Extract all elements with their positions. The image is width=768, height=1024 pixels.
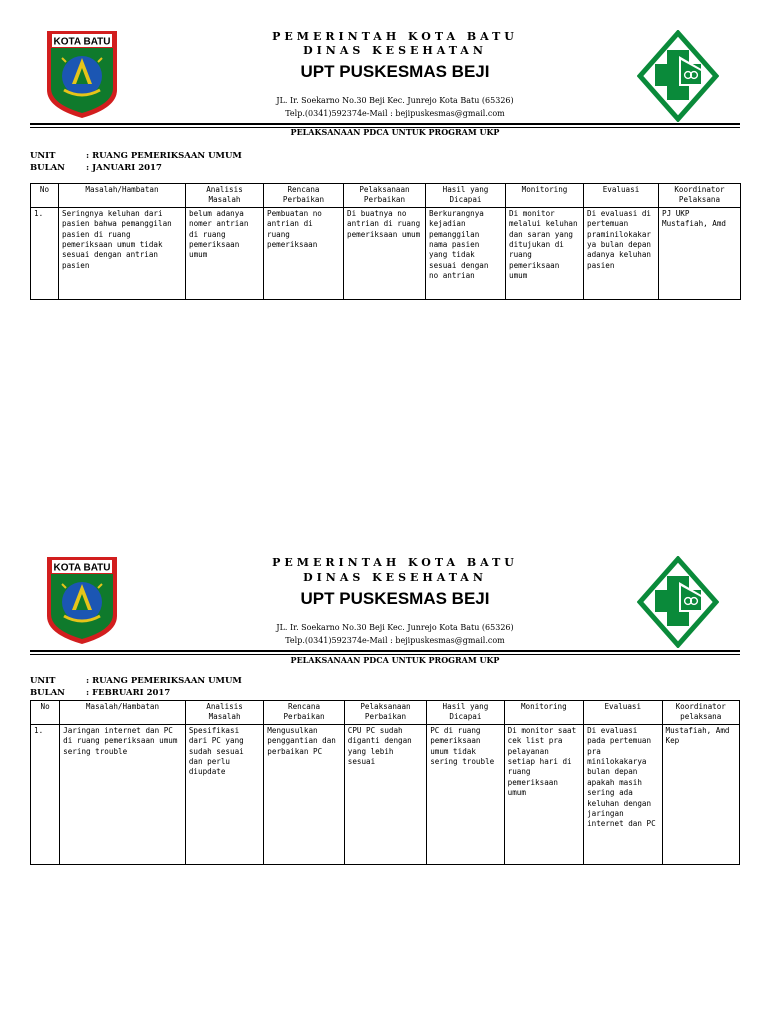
gov-line-2: DINAS KESEHATAN [303,44,487,57]
cell-monitoring: Di monitor melalui keluhan dan saran yang ditujukan di ruang pemeriksaan umum [506,207,584,299]
col-no: No [31,184,59,208]
cell-rencana: Mengusulkan penggantian dan perbaikan PC [264,724,344,864]
unit-label: UNIT [30,151,56,161]
unit-label: UNIT [30,676,56,686]
cell-analisis: belum adanya nomer antrian di ruang pemeriksaan umum [186,207,264,299]
unit-line [30,151,242,161]
bulan-line [30,688,170,698]
col-koordinator: Koordinator Pelaksana [659,184,741,208]
contact: Telp.(0341)592374e-Mail : bejipuskesmas@gmail.com [285,109,505,118]
col-hasil: Hasil yang Dicapai [426,184,506,208]
col-pelaksanaan: Pelaksanaan Perbaikan [344,701,426,725]
cell-pelaksanaan: Di buatnya no antrian di ruang pemeriksaan umum [344,207,426,299]
upt-title: UPT PUSKESMAS BEJI [300,589,490,608]
cell-no: 1. [31,207,59,299]
cell-no: 1. [31,724,60,864]
col-monitoring: Monitoring [506,184,584,208]
col-masalah: Masalah/Hambatan [59,184,186,208]
puskesmas-logo [637,30,719,122]
table-row [31,207,741,299]
cell-hasil: Berkurangnya kejadian pemanggilan nama pasien yang tidak sesuai dengan no antrian [426,207,506,299]
bulan-label: BULAN [30,163,65,173]
cell-koordinator: Mustafiah, Amd Kep [662,724,740,864]
unit-value: : RUANG PEMERIKSAAN UMUM [86,676,242,686]
svg-text:KOTA BATU: KOTA BATU [53,36,111,48]
doc-title: PELAKSANAAN PDCA UNTUK PROGRAM UKP [290,127,500,137]
upt-title: UPT PUSKESMAS BEJI [300,62,490,81]
puskesmas-logo [637,556,719,648]
gov-line-2: DINAS KESEHATAN [303,571,487,584]
table-header-row [31,701,740,725]
cell-hasil: PC di ruang pemeriksaan umum tidak sering trouble [427,724,504,864]
cell-pelaksanaan: CPU PC sudah diganti dengan yang lebih sesuai [344,724,426,864]
address: JL. Ir. Soekarno No.30 Beji Kec. Junrejo Kota Batu (65326) [276,623,514,632]
header-divider [30,123,740,125]
kota-batu-logo [44,28,120,120]
col-evaluasi: Evaluasi [584,184,659,208]
cell-evaluasi: Di evaluasi pada pertemuan pra minilokakarya bulan depan apakah masih sering ada keluhan dengan jaringan internet dan PC [584,724,662,864]
col-analisis: Analisis Masalah [185,701,263,725]
address: JL. Ir. Soekarno No.30 Beji Kec. Junrejo Kota Batu (65326) [276,96,514,105]
bulan-value: : FEBRUARI 2017 [86,688,171,698]
col-hasil: Hasil yang Dicapai [427,701,504,725]
cell-analisis: Spesifikasi dari PC yang sudah sesuai dan perlu diupdate [185,724,263,864]
table-header-row [31,184,741,208]
contact: Telp.(0341)592374e-Mail : bejipuskesmas@gmail.com [285,636,505,645]
header-divider [30,650,740,652]
kota-batu-logo [44,554,120,646]
col-analisis: Analisis Masalah [186,184,264,208]
cell-koordinator: PJ UKP Mustafiah, Amd [659,207,741,299]
doc-title: PELAKSANAAN PDCA UNTUK PROGRAM UKP [290,655,500,665]
cell-masalah: Seringnya keluhan dari pasien bahwa pemanggilan pasien di ruang pemeriksaan umum tidak sesuai dengan antrian pasien [59,207,186,299]
col-rencana: Rencana Perbaikan [264,184,344,208]
cell-masalah: Jaringan internet dan PC di ruang pemeriksaan umum sering trouble [60,724,186,864]
cell-rencana: Pembuatan no antrian di ruang pemeriksaan [264,207,344,299]
col-evaluasi: Evaluasi [584,701,662,725]
unit-line [30,676,242,686]
table-row [31,724,740,864]
col-rencana: Rencana Perbaikan [264,701,344,725]
col-koordinator: Koordinator pelaksana [662,701,740,725]
pdca-table [30,700,740,865]
col-monitoring: Monitoring [504,701,583,725]
bulan-label: BULAN [30,688,65,698]
gov-line-1: PEMERINTAH KOTA BATU [272,30,518,43]
cell-monitoring: Di monitor saat cek list pra pelayanan setiap hari di ruang pemeriksaan umum [504,724,583,864]
col-masalah: Masalah/Hambatan [60,701,186,725]
col-no: No [31,701,60,725]
unit-value: : RUANG PEMERIKSAAN UMUM [86,151,242,161]
pdca-table [30,183,741,300]
bulan-value: : JANUARI 2017 [86,163,162,173]
svg-text:KOTA BATU: KOTA BATU [53,562,111,574]
bulan-line [30,163,162,173]
col-pelaksanaan: Pelaksanaan Perbaikan [344,184,426,208]
gov-line-1: PEMERINTAH KOTA BATU [272,556,518,569]
cell-evaluasi: Di evaluasi di pertemuan praminilokakarya bulan depan adanya keluhan pasien [584,207,659,299]
